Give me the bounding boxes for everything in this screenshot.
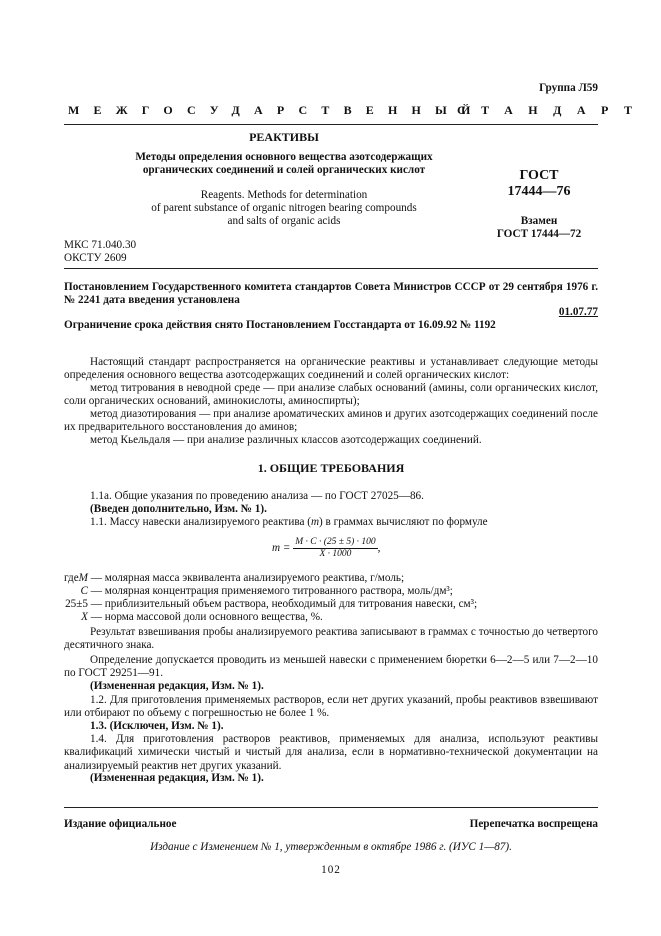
clause-1-1-pre: 1.1. Массу навески анализируемого реактива ( xyxy=(90,516,311,528)
def-row-m xyxy=(46,572,580,585)
standard-label: СТАНДАРТ xyxy=(457,103,648,117)
gost-label: ГОСТ xyxy=(519,168,559,183)
def-symbol: X xyxy=(81,611,88,623)
def-text: — молярная концентрация применяемого титрованного раствора, моль/дм³; xyxy=(90,585,453,597)
group-code: Группа Л59 xyxy=(539,82,598,94)
codes-rule xyxy=(64,268,598,269)
doc-subtitle-2: органических соединений и солей органических кислот xyxy=(142,164,426,176)
def-text: — молярная масса эквивалента анализируемого реактива, г/моль; xyxy=(90,572,405,584)
method-kjeldahl: метод Кьельдаля — при анализе различных классов азотсодержащих соединений. xyxy=(90,434,482,446)
doc-title-en-1: Reagents. Methods for determination xyxy=(200,189,368,201)
formula-lhs: m = xyxy=(272,542,291,555)
def-row-x xyxy=(46,611,580,624)
section-heading: 1. ОБЩИЕ ТРЕБОВАНИЯ xyxy=(257,461,405,475)
doc-title-en-3: and salts of organic acids xyxy=(227,215,341,227)
def-text: — приблизительный объем раствора, необходимый для титрования навески, см³; xyxy=(90,598,478,610)
clause-1-4: 1.4. Для приготовления растворов реактивов, применяемых для анализа, используют реактивы квалификаций химически чистый и чистый для анализа, если в нормативно-технической документации на анализируемый реактив нет других указаний. xyxy=(64,733,598,772)
def-symbol: C xyxy=(80,585,88,597)
gost-number: 17444—76 xyxy=(507,184,571,199)
formula-tail: , xyxy=(377,542,381,555)
header-rule xyxy=(64,124,598,125)
clause-1-1 xyxy=(64,516,598,529)
formula-denominator: X · 1000 xyxy=(319,549,352,559)
where-label: где xyxy=(64,572,79,584)
okstu-code: ОКСТУ 2609 xyxy=(64,252,127,264)
clause-1-1-post: ) в граммах вычисляют по формуле xyxy=(319,516,488,528)
doc-title: РЕАКТИВЫ xyxy=(249,130,319,144)
decree-line-1: Постановлением Государственного комитета стандартов Совета Министров СССР от 29 сентября 1976 г. xyxy=(64,281,598,293)
decree-line-2: № 2241 дата введения установлена xyxy=(64,294,240,306)
footer-rule xyxy=(64,807,598,808)
weighing-result: Результат взвешивания пробы анализируемого реактива записывают в граммах с точностью до четвертого десятичного знака. xyxy=(64,626,598,652)
smaller-sample: Определение допускается проводить из меньшей навески с применением бюретки 6—2—5 или 7—2—10 по ГОСТ 29251—91. xyxy=(64,654,598,680)
replaces-number: ГОСТ 17444—72 xyxy=(496,228,582,240)
clause-1-3: 1.3. (Исключен, Изм. № 1). xyxy=(90,720,224,732)
introduction-date: 01.07.77 xyxy=(558,306,598,318)
limit-removed: Ограничение срока действия снято Постановлением Госстандарта от 16.09.92 № 1192 xyxy=(64,319,496,331)
clause-1-1-var: m xyxy=(310,516,320,528)
changed-note-1: (Измененная редакция, Изм. № 1). xyxy=(90,680,264,692)
page-number: 102 xyxy=(321,864,341,876)
method-titration: метод титрования в неводной среде — при анализе слабых оснований (амины, соли органических кислот, соли органических оснований, аминокислоты, аминоспирты); xyxy=(64,382,598,408)
def-row-c xyxy=(46,585,580,598)
def-symbol: M xyxy=(78,572,88,584)
mks-code: МКС 71.040.30 xyxy=(64,239,137,251)
method-diazotization: метод диазотирования — при анализе ароматических аминов и других азотсодержащих соединений после их предварительного восстановления до аминов; xyxy=(64,408,598,434)
reprint-prohibited: Перепечатка воспрещена xyxy=(469,818,598,830)
official-edition: Издание официальное xyxy=(64,818,177,830)
def-text: — норма массовой доли основного вещества, %. xyxy=(90,611,323,623)
clause-1-2: 1.2. Для приготовления применяемых растворов, если нет других указаний, пробы реактивов взвешивают или отбирают по объему с погрешностью не более 1 %. xyxy=(64,694,598,720)
formula-fraction xyxy=(293,537,377,560)
doc-title-en-2: of parent substance of organic nitrogen bearing compounds xyxy=(151,202,417,214)
def-symbol: 25±5 xyxy=(65,598,88,610)
interstate-label: МЕЖГОСУДАРСТВЕННЫЙ xyxy=(68,103,485,117)
edition-note: Издание с Изменением № 1, утвержденным в октябре 1986 г. (ИУС 1—87). xyxy=(150,841,512,853)
formula-numerator: M · C · (25 ± 5) · 100 xyxy=(295,537,376,547)
clause-1-1a: 1.1а. Общие указания по проведению анализа — по ГОСТ 27025—86. xyxy=(90,490,424,502)
def-row-volume xyxy=(46,598,580,611)
doc-subtitle-1: Методы определения основного вещества азотсодержащих xyxy=(135,151,433,163)
changed-note-2: (Измененная редакция, Изм. № 1). xyxy=(90,772,264,784)
mass-formula xyxy=(272,537,380,560)
clause-1-1a-note: (Введен дополнительно, Изм. № 1). xyxy=(90,503,267,515)
intro-paragraph: Настоящий стандарт распространяется на органические реактивы и устанавливает следующие методы определения основного вещества азотсодержащих соединений и солей органических кислот: xyxy=(64,356,598,382)
replaces-label: Взамен xyxy=(520,215,558,227)
